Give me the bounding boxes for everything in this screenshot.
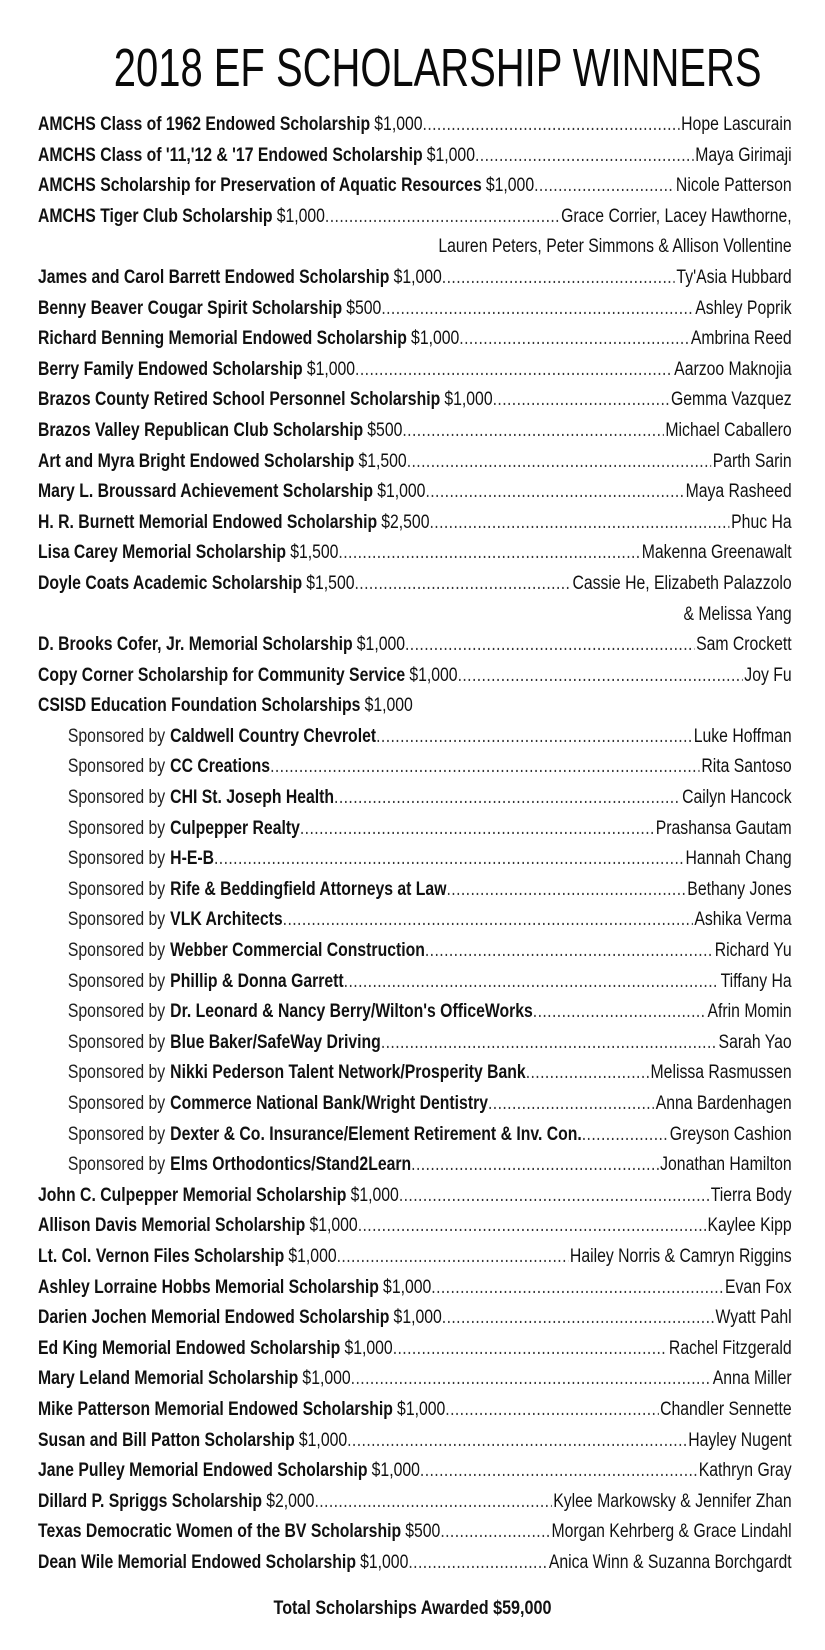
scholarship-entry — [38, 1517, 792, 1548]
scholarship-name: John C. Culpepper Memorial Scholarship — [38, 1184, 347, 1206]
winner-names: Anica Winn & Suzanna Borchgardt — [548, 1551, 792, 1573]
scholarship-amount: $2,500 — [381, 511, 430, 533]
sponsor-name: Dr. Leonard & Nancy Berry/Wilton's OfficeWorks — [170, 1001, 533, 1023]
scholarship-name: Lt. Col. Vernon Files Scholarship — [38, 1245, 285, 1267]
dot-leader — [381, 1028, 717, 1059]
winner-names: Anna Bardenhagen — [655, 1093, 792, 1114]
scholarship-name: Art and Myra Bright Endowed Scholarship — [38, 450, 355, 472]
total-awarded-text: Total Scholarships Awarded $59,000 — [273, 1598, 552, 1619]
sponsored-entry — [38, 814, 792, 845]
scholarship-entry — [38, 508, 792, 539]
scholarship-amount: $1,000 — [393, 266, 442, 288]
sponsored-entry — [38, 1120, 792, 1151]
dot-leader — [347, 1426, 686, 1457]
winner-names: Jonathan Hamilton — [660, 1154, 792, 1176]
dot-leader — [344, 967, 719, 998]
winner-names: Hailey Norris & Camryn Riggins — [569, 1245, 792, 1267]
dot-leader — [325, 202, 560, 233]
scholarship-amount: $2,000 — [266, 1490, 315, 1512]
dot-leader — [358, 1211, 706, 1242]
sponsored-by-label: Sponsored by — [67, 909, 166, 931]
scholarship-entry — [38, 1395, 792, 1426]
sponsored-by-label: Sponsored by — [67, 848, 166, 870]
sponsor-name: Nikki Pederson Talent Network/Prosperity Bank — [170, 1062, 526, 1084]
entry-line — [38, 171, 792, 202]
scholarship-amount: $1,000 — [426, 144, 475, 166]
dot-leader — [526, 1058, 649, 1089]
scholarship-name: Jane Pulley Memorial Endowed Scholarship — [38, 1460, 368, 1482]
dot-leader — [405, 630, 694, 661]
sponsored-entry — [38, 722, 792, 753]
scholarship-amount: $1,500 — [290, 542, 339, 564]
entry-line — [38, 814, 792, 845]
scholarship-name: James and Carol Barrett Endowed Scholarship — [38, 266, 390, 288]
winner-names-continued-line — [38, 232, 792, 263]
sponsored-entry — [38, 1150, 792, 1181]
entry-line — [38, 416, 792, 447]
entry-line — [38, 141, 792, 172]
entry-line — [38, 661, 792, 692]
sponsored-entry — [38, 997, 792, 1028]
scholarship-entry — [38, 1548, 792, 1579]
dot-leader — [429, 508, 729, 539]
scholarship-amount: $1,000 — [383, 1276, 432, 1298]
scholarship-amount: $1,000 — [302, 1368, 351, 1390]
winner-names: Rita Santoso — [701, 756, 792, 778]
sponsored-by-label: Sponsored by — [67, 1001, 166, 1023]
winner-names: Sarah Yao — [718, 1031, 792, 1053]
scholarship-entry — [38, 1303, 792, 1334]
entry-line — [38, 1089, 792, 1120]
scholarship-amount: $1,000 — [364, 695, 413, 717]
sponsored-entry — [38, 1028, 792, 1059]
entry-line — [38, 1242, 792, 1273]
dot-leader — [459, 324, 689, 355]
scholarship-entry — [38, 1426, 792, 1457]
scholarship-amount: $1,000 — [485, 175, 535, 197]
scholarship-entry — [38, 171, 792, 202]
entry-line — [38, 1456, 792, 1487]
scholarship-entry — [38, 324, 792, 355]
sponsor-name: Elms Orthodontics/Stand2Learn — [170, 1154, 412, 1176]
scholarship-amount: $500 — [346, 297, 382, 319]
scholarship-amount: $1,500 — [306, 572, 355, 594]
dot-leader — [534, 171, 674, 202]
entry-line — [38, 538, 792, 569]
scholarship-entry — [38, 538, 792, 569]
entry-line — [38, 263, 792, 294]
scholarship-amount: $1,000 — [309, 1215, 358, 1237]
dot-leader — [351, 1364, 711, 1395]
scholarship-name: Allison Davis Memorial Scholarship — [38, 1215, 306, 1237]
entry-line — [38, 630, 792, 661]
winner-names: Chandler Sennette — [660, 1398, 792, 1420]
winner-names: Hope Lascurain — [681, 114, 792, 135]
scholarship-amount: $1,000 — [371, 1460, 420, 1482]
winner-names: Nicole Patterson — [675, 175, 792, 197]
scholarship-list — [38, 110, 792, 1579]
entry-line — [38, 936, 792, 967]
dot-leader — [314, 1487, 551, 1518]
dot-leader — [402, 416, 663, 447]
winner-names: Tiffany Ha — [720, 970, 792, 992]
scholarship-entry — [38, 202, 792, 233]
scholarship-entry — [38, 1273, 792, 1304]
winner-names: Parth Sarin — [712, 450, 792, 472]
scholarship-amount: $1,500 — [358, 450, 407, 472]
scholarship-name: Dean Wile Memorial Endowed Scholarship — [38, 1551, 356, 1573]
sponsored-entry — [38, 1089, 792, 1120]
entry-line — [38, 691, 792, 722]
entry-line — [38, 1120, 792, 1151]
scholarship-name: Brazos Valley Republican Club Scholarship — [38, 419, 364, 441]
winner-names: Maya Rasheed — [685, 481, 792, 503]
dot-leader — [283, 905, 693, 936]
sponsored-by-label: Sponsored by — [67, 1154, 166, 1176]
scholarship-name: Copy Corner Scholarship for Community Service — [38, 664, 406, 686]
sponsored-by-label: Sponsored by — [67, 1123, 166, 1145]
winner-names: Hayley Nugent — [688, 1429, 792, 1451]
dot-leader — [408, 1548, 547, 1579]
dot-leader — [354, 569, 570, 600]
scholarship-entry — [38, 1364, 792, 1395]
dot-leader — [431, 1273, 723, 1304]
sponsor-name: Phillip & Donna Garrett — [170, 970, 344, 992]
entry-line — [38, 202, 792, 233]
scholarship-amount: $1,000 — [409, 664, 458, 686]
entry-line — [38, 1517, 792, 1548]
scholarship-entry — [38, 110, 792, 141]
scholarship-entry — [38, 1181, 792, 1212]
scholarship-name: Mary Leland Memorial Scholarship — [38, 1368, 299, 1390]
entry-line — [38, 1426, 792, 1457]
entry-line — [38, 324, 792, 355]
scholarship-entry — [38, 1487, 792, 1518]
winner-names: Cassie He, Elizabeth Palazzolo — [572, 572, 792, 594]
sponsored-by-label: Sponsored by — [67, 1062, 166, 1084]
scholarship-name: Richard Benning Memorial Endowed Scholarship — [38, 328, 407, 350]
entry-line — [38, 110, 792, 141]
sponsored-entry — [38, 752, 792, 783]
scholarship-amount: $1,000 — [350, 1184, 399, 1206]
entry-line — [38, 600, 792, 631]
sponsor-name: H-E-B — [170, 848, 214, 870]
scholarship-amount: $1,000 — [288, 1245, 337, 1267]
dot-leader — [458, 661, 743, 692]
sponsor-name: CC Creations — [170, 756, 271, 778]
sponsored-by-label: Sponsored by — [67, 1093, 166, 1114]
winner-names: Ambrina Reed — [690, 328, 792, 350]
sponsored-by-label: Sponsored by — [67, 725, 166, 747]
scholarship-amount: $1,000 — [377, 481, 426, 503]
scholarship-name: Darien Jochen Memorial Endowed Scholarship — [38, 1307, 390, 1329]
dot-leader — [399, 1181, 709, 1212]
scholarship-name: Dillard P. Spriggs Scholarship — [38, 1490, 263, 1512]
dot-leader — [533, 997, 706, 1028]
scholarship-amount: $1,000 — [356, 634, 406, 656]
page-title — [0, 38, 825, 98]
entry-line — [38, 569, 792, 600]
scholarship-amount: $1,000 — [444, 389, 493, 411]
dot-leader — [355, 355, 672, 386]
scholarship-entry — [38, 661, 792, 692]
dot-leader — [337, 1242, 569, 1273]
dot-leader — [420, 1456, 697, 1487]
scholarship-amount: $1,000 — [360, 1551, 409, 1573]
winner-names: Melissa Rasmussen — [650, 1062, 792, 1084]
dot-leader — [393, 1334, 668, 1365]
winner-names: Maya Girimaji — [695, 144, 792, 166]
dot-leader — [376, 722, 692, 753]
scholarship-entry — [38, 385, 792, 416]
sponsored-by-label: Sponsored by — [67, 940, 166, 962]
sponsored-by-label: Sponsored by — [67, 787, 166, 809]
sponsored-by-label: Sponsored by — [67, 756, 166, 778]
dot-leader — [334, 783, 680, 814]
dot-leader — [582, 1120, 668, 1151]
total-awarded — [0, 1598, 825, 1620]
scholarship-name: H. R. Burnett Memorial Endowed Scholarship — [38, 511, 378, 533]
scholarship-entry — [38, 1211, 792, 1242]
entry-line — [38, 1273, 792, 1304]
dot-leader — [442, 1303, 714, 1334]
sponsor-name: Culpepper Realty — [170, 817, 300, 839]
entry-line — [38, 385, 792, 416]
sponsored-entry — [38, 783, 792, 814]
sponsored-entry — [38, 1058, 792, 1089]
entry-line — [38, 1334, 792, 1365]
scholarship-amount: $1,000 — [411, 328, 460, 350]
dot-leader — [214, 844, 684, 875]
sponsor-name: Rife & Beddingfield Attorneys at Law — [170, 878, 447, 900]
scholarship-entry — [38, 1334, 792, 1365]
sponsored-by-label: Sponsored by — [67, 970, 166, 992]
sponsored-entry — [38, 875, 792, 906]
scholarship-name: D. Brooks Cofer, Jr. Memorial Scholarship — [38, 634, 353, 656]
scholarship-name: AMCHS Tiger Club Scholarship — [38, 205, 273, 227]
entry-line — [38, 875, 792, 906]
entry-line — [38, 1058, 792, 1089]
sponsored-entry — [38, 905, 792, 936]
scholarship-entry — [38, 477, 792, 508]
scholarship-entry — [38, 141, 792, 172]
entry-line — [38, 1211, 792, 1242]
winner-names: Tierra Body — [710, 1184, 792, 1206]
scholarship-entry — [38, 1456, 792, 1487]
entry-line — [38, 508, 792, 539]
sponsor-name: Dexter & Co. Insurance/Element Retirement & Inv. Con. — [170, 1123, 582, 1145]
sponsored-by-label: Sponsored by — [67, 878, 166, 900]
page-title-text: 2018 EF SCHOLARSHIP WINNERS — [113, 38, 762, 98]
scholarship-entry — [38, 263, 792, 294]
winner-names: Rachel Fitzgerald — [668, 1337, 792, 1359]
sponsored-entry — [38, 844, 792, 875]
scholarship-amount: $1,000 — [298, 1429, 348, 1451]
entry-line — [38, 844, 792, 875]
dot-leader — [493, 385, 670, 416]
dot-leader — [407, 447, 711, 478]
sponsored-by-label: Sponsored by — [67, 1031, 166, 1053]
dot-leader — [423, 110, 680, 141]
winner-names: Afrin Momin — [707, 1001, 792, 1023]
scholarship-amount: $1,000 — [306, 358, 356, 380]
winner-names: Kylee Markowsky & Jennifer Zhan — [553, 1490, 792, 1512]
winner-names: Ashley Poprik — [695, 297, 792, 319]
entry-line — [38, 294, 792, 325]
winner-names: Phuc Ha — [731, 511, 792, 533]
winner-names: Luke Hoffman — [693, 725, 792, 747]
entry-line — [38, 447, 792, 478]
scholarship-name: Mike Patterson Memorial Endowed Scholarship — [38, 1398, 393, 1420]
winner-names: Cailyn Hancock — [682, 787, 792, 809]
sponsor-name: Blue Baker/SafeWay Driving — [170, 1031, 381, 1053]
winner-names-continued-line — [38, 600, 792, 631]
scholarship-entry — [38, 355, 792, 386]
winner-names: Ty'Asia Hubbard — [676, 266, 792, 288]
winner-names: Aarzoo Maknojia — [674, 358, 792, 380]
entry-line — [38, 1395, 792, 1426]
dot-leader — [488, 1089, 654, 1120]
scholarship-amount: $1,000 — [276, 205, 325, 227]
winner-names: Kaylee Kipp — [707, 1215, 792, 1237]
winner-names: Richard Yu — [714, 940, 792, 962]
entry-line — [38, 905, 792, 936]
dot-leader — [338, 538, 640, 569]
scholarship-amount: $500 — [367, 419, 403, 441]
csisd-header — [38, 691, 792, 722]
winner-names-continued: Lauren Peters, Peter Simmons & Allison Vollentine — [438, 236, 792, 258]
sponsor-name: CHI St. Joseph Health — [170, 787, 335, 809]
winner-names: Sam Crockett — [696, 634, 792, 656]
scholarship-name: Lisa Carey Memorial Scholarship — [38, 542, 287, 564]
dot-leader — [425, 936, 713, 967]
dot-leader — [446, 875, 685, 906]
winner-names: Anna Miller — [712, 1368, 792, 1390]
winner-names: Prashansa Gautam — [655, 817, 792, 839]
scholarship-amount: $1,000 — [374, 114, 423, 135]
sponsor-name: Caldwell Country Chevrolet — [170, 725, 377, 747]
scholarship-name: AMCHS Scholarship for Preservation of Aquatic Resources — [38, 175, 482, 197]
scholarship-name: Brazos County Retired School Personnel Scholarship — [38, 389, 441, 411]
sponsor-name: Commerce National Bank/Wright Dentistry — [170, 1093, 488, 1114]
entry-line — [38, 1548, 792, 1579]
dot-leader — [475, 141, 694, 172]
winner-names: Michael Caballero — [665, 419, 792, 441]
winner-names: Ashika Verma — [694, 909, 792, 931]
entry-line — [38, 783, 792, 814]
entry-line — [38, 232, 792, 263]
entry-line — [38, 1028, 792, 1059]
scholarship-entry — [38, 447, 792, 478]
entry-line — [38, 1181, 792, 1212]
entry-line — [38, 355, 792, 386]
scholarship-name: AMCHS Class of 1962 Endowed Scholarship — [38, 114, 371, 135]
winner-names: Joy Fu — [744, 664, 792, 686]
scholarship-name: Ed King Memorial Endowed Scholarship — [38, 1337, 341, 1359]
winner-names: Gemma Vazquez — [670, 389, 792, 411]
entry-line — [38, 477, 792, 508]
dot-leader — [425, 477, 683, 508]
scholarship-amount: $500 — [405, 1521, 441, 1543]
scholarship-name: Doyle Coats Academic Scholarship — [38, 572, 303, 594]
dot-leader — [270, 752, 700, 783]
scholarship-entry — [38, 1242, 792, 1273]
scholarship-name: AMCHS Class of '11,'12 & '17 Endowed Scholarship — [38, 144, 423, 166]
scholarship-name: Ashley Lorraine Hobbs Memorial Scholarship — [38, 1276, 379, 1298]
scholarship-amount: $1,000 — [397, 1398, 446, 1420]
winner-names: Hannah Chang — [685, 848, 792, 870]
winner-names: Kathryn Gray — [698, 1460, 792, 1482]
winner-names: Wyatt Pahl — [715, 1307, 792, 1329]
entry-line — [38, 997, 792, 1028]
entry-line — [38, 1487, 792, 1518]
winner-names: Grace Corrier, Lacey Hawthorne, — [561, 205, 792, 227]
scholarship-amount: $1,000 — [393, 1307, 442, 1329]
sponsored-entry — [38, 936, 792, 967]
winner-names: Bethany Jones — [687, 878, 792, 900]
dot-leader — [445, 1395, 658, 1426]
sponsored-entry — [38, 967, 792, 998]
entry-line — [38, 1364, 792, 1395]
dot-leader — [442, 263, 675, 294]
entry-line — [38, 752, 792, 783]
scholarship-amount: $1,000 — [344, 1337, 393, 1359]
scholarship-entry — [38, 569, 792, 600]
entry-line — [38, 1150, 792, 1181]
winner-names-continued: & Melissa Yang — [683, 603, 792, 625]
winner-names: Morgan Kehrberg & Grace Lindahl — [551, 1521, 792, 1543]
scholarship-name: Susan and Bill Patton Scholarship — [38, 1429, 295, 1451]
dot-leader — [300, 814, 654, 845]
dot-leader — [411, 1150, 658, 1181]
dot-leader — [381, 294, 693, 325]
winner-names: Evan Fox — [725, 1276, 792, 1298]
sponsored-by-label: Sponsored by — [67, 817, 166, 839]
winner-names: Makenna Greenawalt — [641, 542, 792, 564]
entry-line — [38, 1303, 792, 1334]
scholarship-name: Texas Democratic Women of the BV Scholarship — [38, 1521, 402, 1543]
scholarship-name: Mary L. Broussard Achievement Scholarship — [38, 481, 374, 503]
sponsor-name: VLK Architects — [170, 909, 283, 931]
entry-line — [38, 967, 792, 998]
winner-names: Greyson Cashion — [669, 1123, 792, 1145]
scholarship-name: Berry Family Endowed Scholarship — [38, 358, 303, 380]
scholarship-name: CSISD Education Foundation Scholarships — [38, 695, 361, 717]
sponsor-name: Webber Commercial Construction — [170, 940, 425, 962]
scholarship-entry — [38, 630, 792, 661]
scholarship-entry — [38, 416, 792, 447]
scholarship-entry — [38, 294, 792, 325]
entry-line — [38, 722, 792, 753]
scholarship-name: Benny Beaver Cougar Spirit Scholarship — [38, 297, 343, 319]
dot-leader — [440, 1517, 549, 1548]
